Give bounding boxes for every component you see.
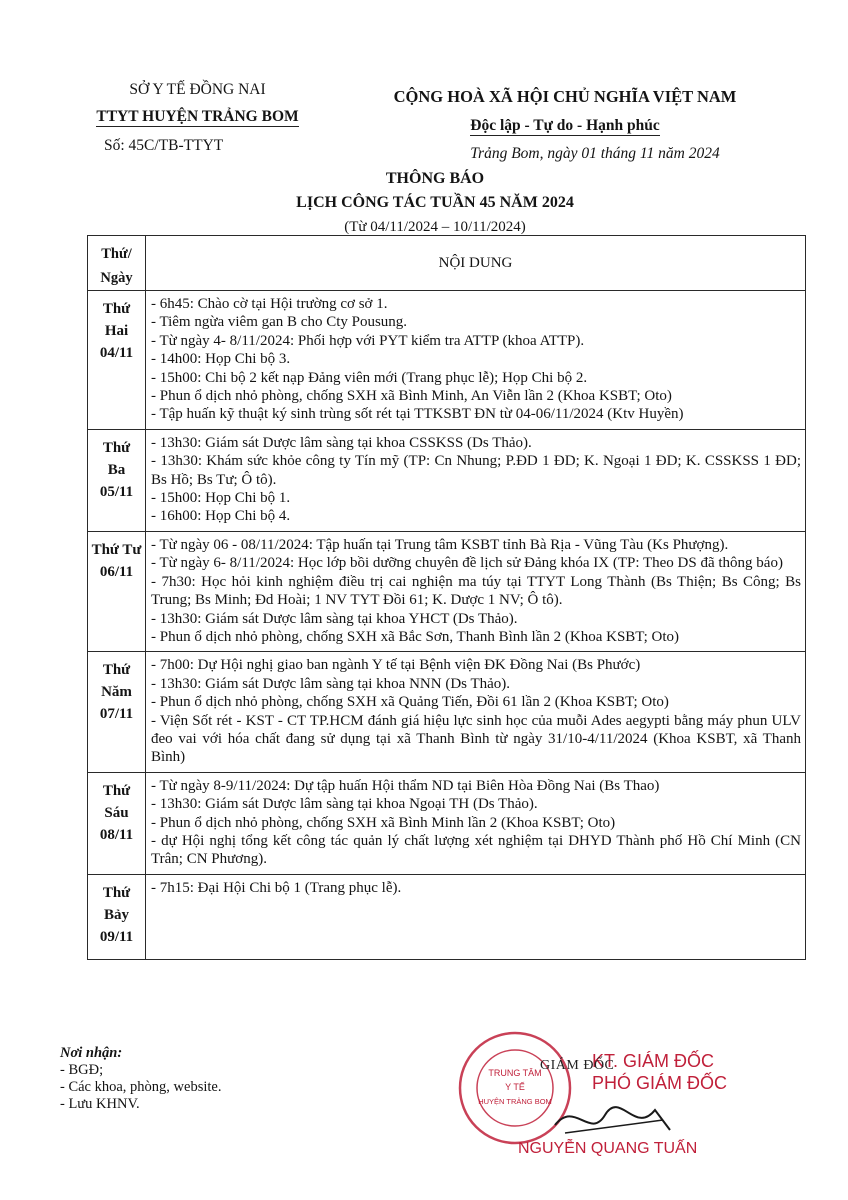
- table-row: [88, 652, 806, 772]
- schedule-item: - 6h45: Chào cờ tại Hội trường cơ sở 1.: [151, 296, 388, 312]
- day-label: Thứ: [102, 782, 131, 799]
- base-title: GIÁM ĐỐC: [540, 1058, 615, 1073]
- schedule-item: - Phun ổ dịch nhỏ phòng, chống SXH xã Bình Minh lần 2 (Khoa KSBT; Oto): [151, 814, 616, 831]
- day-label: 07/11: [99, 706, 134, 723]
- schedule-item: - 14h00: Họp Chi bộ 3.: [151, 351, 291, 368]
- schedule-item: - Phun ổ dịch nhỏ phòng, chống SXH xã Quảng Tiến, Đồi 61 lần 2 (Khoa KSBT; Oto): [151, 694, 669, 711]
- day-label: Ba: [107, 461, 126, 478]
- handwritten-signature-icon: [545, 1095, 685, 1145]
- day-cell: [88, 874, 146, 959]
- place-and-date: Trảng Bom, ngày 01 tháng 11 năm 2024: [470, 145, 720, 162]
- schedule-item: - 7h00: Dự Hội nghị giao ban ngành Y tế tại Bệnh viện ĐK Đồng Nai (Bs Phước): [151, 657, 641, 674]
- content-cell: [146, 652, 806, 772]
- header-day-label-1: Thứ/: [101, 246, 132, 262]
- header-content-cell: NỘI DUNG: [146, 236, 806, 291]
- day-label: Thứ Tư: [91, 541, 142, 558]
- table-row: [88, 874, 806, 959]
- schedule-item: - 13h30: Giám sát Dược lâm sàng tại khoa YHCT (Ds Thảo).: [151, 610, 518, 627]
- stamp-line-3: HUYỆN TRẢNG BOM: [478, 1097, 552, 1106]
- day-label: Thứ: [102, 301, 131, 317]
- table-row: [88, 531, 806, 651]
- header-day-cell: [88, 236, 146, 291]
- schedule-item: - 13h30: Giám sát Dược lâm sàng tại khoa NNN (Ds Thảo).: [151, 675, 511, 692]
- document-number: Số: 45C/TB-TTYT: [104, 137, 224, 154]
- schedule-item: - 16h00: Họp Chi bộ 4.: [151, 508, 291, 525]
- document-subject: LỊCH CÔNG TÁC TUẦN 45 NĂM 2024: [296, 194, 574, 211]
- schedule-item: - 15h00: Họp Chi bộ 1.: [151, 490, 291, 507]
- content-cell: [146, 772, 806, 874]
- schedule-item: - 15h00: Chi bộ 2 kết nạp Đảng viên mới (Trang phục lễ); Họp Chi bộ 2.: [151, 369, 588, 386]
- schedule-item: - 7h30: Học hỏi kinh nghiệm điều trị cai nghiện ma túy tại TTYT Long Thành (Bs Thiện; Bs Công; Bs Trung; Bs Minh; Đd Hoài; 1 NV TYT Đồi 61; K. Dược 1 NV; Ô tô).: [151, 573, 801, 609]
- content-cell: [146, 291, 806, 430]
- national-motto: Độc lập - Tự do - Hạnh phúc: [470, 117, 660, 134]
- day-label: 06/11: [99, 563, 134, 580]
- recipient-item: - Các khoa, phòng, website.: [60, 1079, 222, 1095]
- day-cell: [88, 429, 146, 531]
- stamp-line-2: Y TẾ: [505, 1082, 525, 1092]
- day-label: 08/11: [99, 826, 134, 843]
- schedule-item: - Phun ổ dịch nhỏ phòng, chống SXH xã Bắc Sơn, Thanh Bình lần 2 (Khoa KSBT; Oto): [151, 628, 680, 645]
- day-label: Bảy: [103, 906, 129, 923]
- schedule-item: - Từ ngày 06 - 08/11/2024: Tập huấn tại Trung tâm KSBT tỉnh Bà Rịa - Vũng Tàu (Ks Phượng).: [151, 536, 729, 553]
- schedule-item: - 7h15: Đại Hội Chi bộ 1 (Trang phục lễ).: [151, 879, 402, 896]
- schedule-item: - 13h30: Giám sát Dược lâm sàng tại khoa CSSKSS (Ds Thảo).: [151, 434, 532, 451]
- schedule-item: - Từ ngày 8-9/11/2024: Dự tập huấn Hội thẩm ND tại Biên Hòa Đồng Nai (Bs Thao): [151, 777, 660, 794]
- schedule-table: [87, 235, 806, 960]
- schedule-item: - dự Hội nghị tổng kết công tác quản lý chất lượng xét nghiệm tại DHYD Thành phố Hồ Chí Minh (CN Trân; CN Phương).: [151, 832, 801, 868]
- date-range: (Từ 04/11/2024 – 10/11/2024): [344, 219, 526, 235]
- day-label: Năm: [101, 684, 132, 701]
- nation-block: [345, 84, 785, 166]
- table-row: [88, 772, 806, 874]
- day-label: Thứ: [102, 439, 131, 456]
- deputy-title: PHÓ GIÁM ĐỐC: [592, 1073, 728, 1093]
- schedule-item: - Tiêm ngừa viêm gan B cho Cty Pousung.: [151, 314, 408, 331]
- content-cell: [146, 874, 806, 959]
- schedule-item: - 13h30: Giám sát Dược lâm sàng tại khoa Ngoại TH (Ds Thảo).: [151, 796, 538, 813]
- day-cell: [88, 291, 146, 430]
- day-cell: [88, 531, 146, 651]
- kt-title: KT. GIÁM ĐỐC: [592, 1051, 715, 1071]
- content-cell: [146, 531, 806, 651]
- recipients-block: [60, 1045, 221, 1113]
- document-title-block: [150, 168, 720, 238]
- recipient-item: - Lưu KHNV.: [60, 1096, 140, 1112]
- schedule-item: - Tập huấn kỹ thuật ký sinh trùng sốt rét tại TTKSBT ĐN từ 04-06/11/2024 (Ktv Huyền): [151, 406, 684, 423]
- recipient-item: - BGĐ;: [60, 1062, 104, 1078]
- table-header-row: [88, 236, 806, 291]
- nation-title: CỘNG HOÀ XÃ HỘI CHỦ NGHĨA VIỆT NAM: [393, 87, 737, 106]
- document-kind: THÔNG BÁO: [385, 170, 485, 187]
- parent-organization: SỞ Y TẾ ĐỒNG NAI: [129, 81, 266, 98]
- header-day-label-2: Ngày: [100, 270, 133, 286]
- day-label: 09/11: [99, 928, 134, 945]
- recipients-heading: Nơi nhận:: [60, 1045, 123, 1061]
- day-label: Sáu: [104, 804, 129, 821]
- organization-name: TTYT HUYỆN TRẢNG BOM: [96, 108, 299, 125]
- schedule-rows: [88, 291, 806, 960]
- table-row: [88, 291, 806, 430]
- schedule-item: - Phun ổ dịch nhỏ phòng, chống SXH xã Bình Minh, An Viễn lần 2 (Khoa KSBT; Oto): [151, 388, 672, 405]
- day-label: Thứ: [102, 662, 131, 679]
- schedule-item: - Từ ngày 6- 8/11/2024: Học lớp bồi dưỡng chuyên đề lịch sử Đảng khóa IX (TP: Theo DS đã thông báo): [151, 555, 783, 572]
- day-label: 04/11: [99, 345, 134, 361]
- day-label: Thứ: [102, 884, 131, 901]
- schedule-item: - 13h30: Khám sức khỏe công ty Tín mỹ (TP: Cn Nhung; P.ĐD 1 ĐD; K. Ngoại 1 ĐD; K. CSSKSS 1 ĐD; Bs Hồ; Bs Tư; Ô tô).: [151, 453, 801, 488]
- organization-block: [70, 78, 325, 158]
- schedule-item: - Từ ngày 4- 8/11/2024: Phối hợp với PYT kiểm tra ATTP (khoa ATTP).: [151, 332, 585, 349]
- day-label: 05/11: [99, 483, 134, 500]
- stamp-line-1: TRUNG TÂM: [488, 1068, 542, 1078]
- signer-name: NGUYỄN QUANG TUẤN: [518, 1140, 698, 1157]
- schedule-item: - Viện Sốt rét - KST - CT TP.HCM đánh giá hiệu lực sinh học của muỗi Ades aegypti bằng máy phun ULV đeo vai với hóa chất đang sử dụng tại xã Thanh Bình từ ngày 31/10-4/11/2024 (Khoa KSBT, xã Thanh Bình): [151, 712, 801, 766]
- day-cell: [88, 652, 146, 772]
- day-cell: [88, 772, 146, 874]
- day-label: Hai: [104, 323, 129, 339]
- table-row: [88, 429, 806, 531]
- signature-block: [520, 1050, 727, 1094]
- content-cell: [146, 429, 806, 531]
